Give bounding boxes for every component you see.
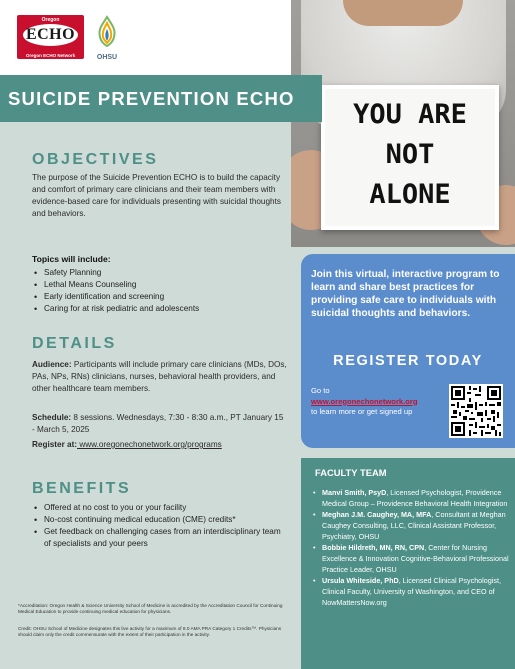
- list-item: [312, 509, 510, 542]
- list-item: • Lethal Means Counseling: [32, 279, 287, 291]
- faculty-desc: , Center for Nursing Excellence & Innovation Cognitive-Behavioral Professional Practice Leader, OHSU: [322, 543, 509, 574]
- schedule-paragraph: [32, 412, 287, 436]
- list-item: • Early identification and screening: [32, 291, 287, 303]
- register-url-link[interactable]: www.oregonechonetwork.org: [311, 396, 418, 406]
- register-link[interactable]: www.oregonechonetwork.org/programs: [77, 440, 222, 449]
- oregon-echo-logo: [17, 15, 84, 59]
- page-title: SUICIDE PREVENTION ECHO: [0, 75, 322, 122]
- faculty-name: Manvi Smith, PsyD: [322, 488, 387, 497]
- faculty-list: [312, 487, 510, 608]
- sign-line-1: YOU ARE: [353, 99, 467, 130]
- schedule-text: 8 sessions. Wednesdays, 7:30 - 8:30 a.m., PT January 15 - March 5, 2025: [32, 413, 284, 434]
- ohsu-logo: [92, 15, 122, 61]
- objectives-text: The purpose of the Suicide Prevention ECHO is to build the capacity and comfort of primary care clinicians and their team members with evidence-based care for individuals presenting with suicidal thoughts and behaviors.: [32, 173, 281, 218]
- details-heading: DETAILS: [32, 335, 117, 352]
- sign-line-3: ALONE: [369, 179, 451, 210]
- qr-code-graphic: [451, 386, 501, 436]
- audience-text: Participants will include primary care clinicians (MDs, DOs, PAs, NPs, RNs) clinicians, nurses, behavioral health providers, and other healthcare team members.: [32, 360, 287, 393]
- learn-more-text: to learn more or get signed up: [311, 407, 413, 416]
- join-text: Join this virtual, interactive program to learn and share best practices for providing safe care to individuals with suicidal thoughts and behaviors.: [311, 269, 500, 319]
- audience-paragraph: [32, 359, 287, 395]
- faculty-desc: , Licensed Clinical Psychologist, Clinical Faculty, University of Washington, and CEO of NowMattersNow.org: [322, 576, 501, 607]
- sign-line-2: NOT: [385, 139, 435, 170]
- register-label: Register at:: [32, 440, 78, 449]
- ohsu-logo-text: OHSU: [96, 54, 118, 61]
- echo-logo-top: Oregon: [41, 17, 60, 23]
- faculty-name: Bobbie Hildreth, MN, RN, CPN: [322, 543, 425, 552]
- schedule-label: Schedule:: [32, 413, 72, 422]
- register-box: [301, 254, 515, 448]
- list-item: [312, 575, 510, 608]
- topics-list: [32, 267, 287, 315]
- accreditation-note: *Accreditation: Oregon Health & Science University School of Medicine is accredited by the Accreditation Council for Continuing Medical Education to provide continuing medical education for physicians.: [18, 603, 283, 614]
- benefits-heading: BENEFITS: [32, 480, 132, 497]
- list-item: • Safety Planning: [32, 267, 287, 279]
- faculty-team-box: [301, 458, 515, 669]
- topics-heading: Topics will include:: [32, 254, 111, 264]
- benefits-list: [32, 502, 287, 550]
- goto-label: Go to: [311, 386, 330, 395]
- you-are-not-alone-photo: [291, 0, 515, 247]
- list-item: [312, 487, 510, 509]
- faculty-name: Meghan J.M. Caughey, MA, MFA: [322, 510, 432, 519]
- lightbox-sign: [321, 85, 499, 230]
- register-today-title: REGISTER TODAY: [333, 353, 483, 369]
- faculty-desc: , Consultant at Meghan Caughey Consulting, LLC, Clinical Assistant Professor, Psychiatry, OHSU: [322, 510, 506, 541]
- credit-note: Credit: OHSU School of Medicine designates this live activity for a maximum of 8.0 AMA PRA Category 1 Credits™. Physicians should claim only the credit commensurate with the extent of their participation in the activity.: [18, 626, 282, 637]
- qr-code-icon[interactable]: [449, 384, 503, 438]
- list-item: • Get feedback on challenging cases from an interdisciplinary team of specialists and your peers: [32, 526, 287, 550]
- ohsu-flame-icon: [92, 15, 122, 49]
- list-item: [312, 542, 510, 575]
- echo-logo-main: ECHO: [23, 24, 78, 46]
- echo-logo-network: Oregon ECHO Network: [25, 53, 76, 58]
- photo-chin: [343, 0, 463, 26]
- list-item: • Caring for at risk pediatric and adolescents: [32, 303, 287, 315]
- audience-label: Audience:: [32, 360, 72, 369]
- faculty-desc: , Licensed Psychologist, Providence Medical Group – Providence Behavioral Health Integration: [322, 488, 508, 508]
- register-paragraph: [32, 439, 287, 451]
- faculty-name: Ursula Whiteside, PhD: [322, 576, 399, 585]
- objectives-heading: OBJECTIVES: [32, 151, 159, 168]
- list-item: • No-cost continuing medical education (CME) credits*: [32, 514, 287, 526]
- list-item: • Offered at no cost to you or your facility: [32, 502, 287, 514]
- faculty-heading: FACULTY TEAM: [315, 467, 387, 478]
- goto-text: [311, 386, 451, 418]
